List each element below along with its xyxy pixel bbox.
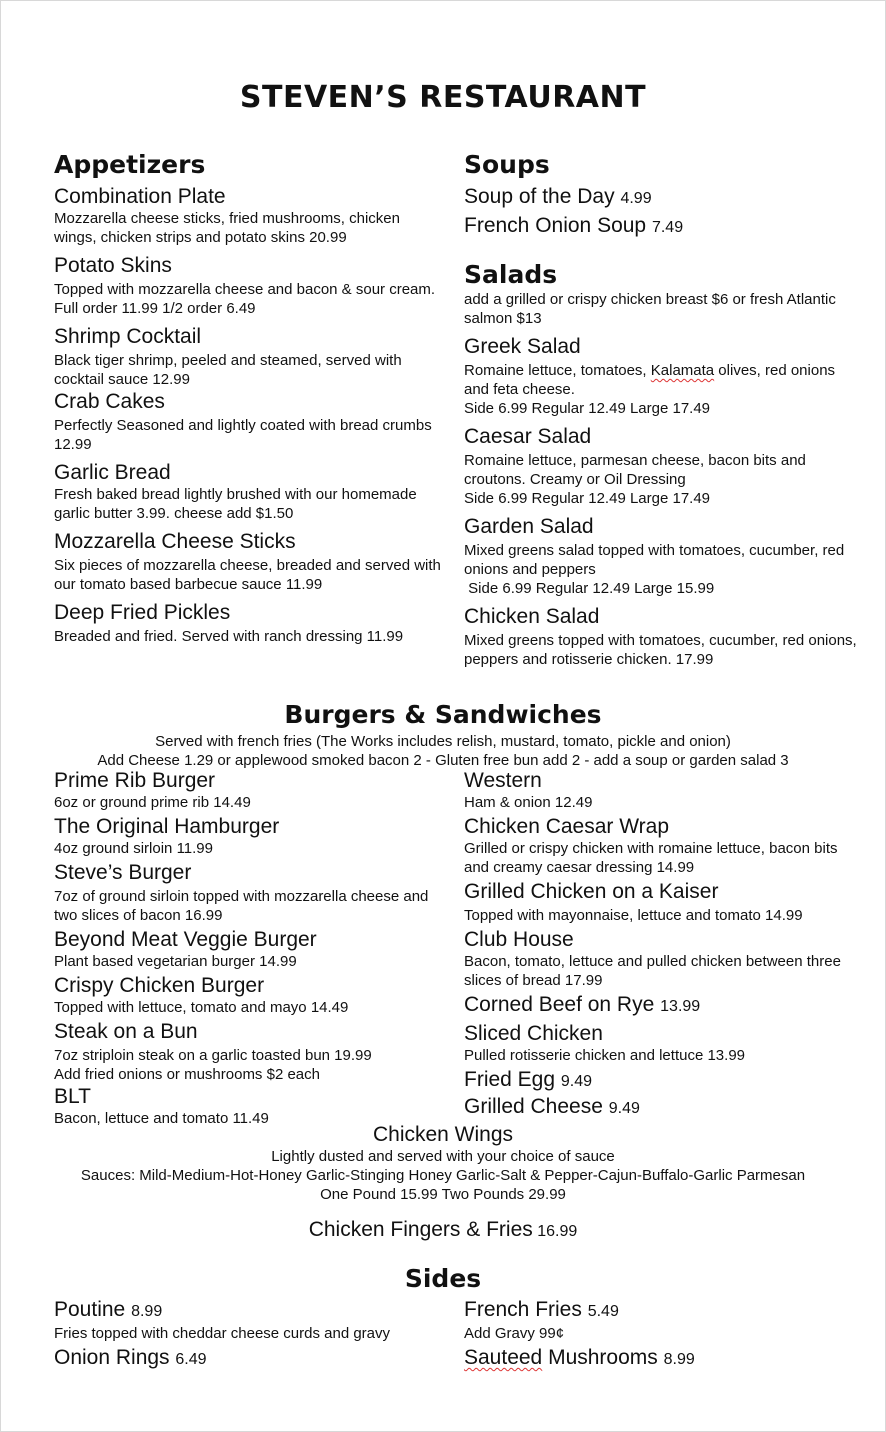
soup-item [464, 184, 864, 211]
menu-item-price: 8.99 [663, 1351, 695, 1368]
sides-right-column [464, 1297, 864, 1372]
menu-item-name: Corned Beef on Rye [464, 993, 655, 1016]
menu-item-price: 9.49 [608, 1100, 640, 1117]
menu-item-desc: Breaded and fried. Served with ranch dressing 11.99 [54, 628, 404, 645]
menu-item-name: Mozzarella Cheese Sticks [54, 530, 296, 553]
soups-heading: Soups [464, 150, 550, 179]
menu-item-desc: 6oz or ground prime rib 14.49 [54, 794, 251, 811]
menu-item [54, 1297, 444, 1324]
menu-item-desc: Add Gravy 99¢ [464, 1325, 565, 1342]
menu-item [464, 1345, 864, 1372]
restaurant-title: STEVEN’S RESTAURANT [239, 80, 647, 115]
menu-item-name: Potato Skins [54, 254, 172, 277]
menu-item-desc: Bacon, lettuce and tomato 11.49 [54, 1110, 269, 1127]
menu-item-price: 8.99 [131, 1303, 163, 1320]
burgers-left-column [54, 768, 444, 1128]
sides-heading: Sides [404, 1264, 482, 1293]
menu-item-desc: Topped with mozzarella cheese and bacon & sour cream. Full order 11.99 1/2 order 6.49 [54, 281, 436, 317]
sides-left-column [54, 1297, 444, 1372]
menu-item-name: Soup of the Day [464, 185, 615, 208]
menu-item-prices: Side 6.99 Regular 12.49 Large 17.49 [464, 400, 711, 417]
burgers-addons: Add Cheese 1.29 or applewood smoked bacon 2 - Gluten free bun add 2 - add a soup or garden salad 3 [97, 752, 789, 769]
menu-item-name: Crispy Chicken Burger [54, 974, 265, 997]
soups-section [464, 150, 864, 240]
menu-item-desc: Bacon, tomato, lettuce and pulled chicken between three slices of bread 17.99 [464, 953, 841, 989]
menu-item-name: Steve’s Burger [54, 861, 192, 884]
menu-item-name: Fried Egg [464, 1068, 556, 1091]
menu-item-prices: Side 6.99 Regular 12.49 Large 15.99 [464, 580, 715, 597]
menu-item [464, 1094, 864, 1121]
wings-heading: Chicken Wings [372, 1123, 514, 1146]
menu-item-name: Shrimp Cocktail [54, 325, 202, 348]
menu-item-addon: Add fried onions or mushrooms $2 each [54, 1066, 320, 1083]
appetizers-heading: Appetizers [54, 150, 206, 179]
menu-item-name: Greek Salad [464, 335, 581, 358]
menu-item-desc: Fresh baked bread lightly brushed with our homemade garlic butter 3.99. cheese add $1.50 [54, 486, 417, 522]
menu-item-price: 6.49 [175, 1351, 207, 1368]
menu-item-name: The Original Hamburger [54, 815, 280, 838]
salads-note: add a grilled or crispy chicken breast $6 or fresh Atlantic salmon $13 [464, 291, 836, 327]
menu-item-price: 16.99 [537, 1223, 578, 1240]
menu-item-desc [464, 361, 864, 399]
burgers-heading: Burgers & Sandwiches [284, 700, 602, 729]
wings-desc: Lightly dusted and served with your choice of sauce [271, 1148, 615, 1165]
menu-item-name: Deep Fried Pickles [54, 601, 231, 624]
burgers-right-column [464, 768, 864, 1121]
menu-item-name: Chicken Fingers & Fries [308, 1218, 533, 1241]
menu-item-name: Chicken Salad [464, 605, 600, 628]
menu-item-desc: Topped with mayonnaise, lettuce and tomato 14.99 [464, 907, 803, 924]
menu-item-name: Combination Plate [54, 185, 226, 208]
menu-item-name: French Onion Soup [464, 214, 647, 237]
menu-item-name: Sliced Chicken [464, 1022, 603, 1045]
menu-item-name: Grilled Chicken on a Kaiser [464, 880, 719, 903]
menu-item-price: 7.49 [651, 219, 684, 236]
menu-item-name: French Fries [464, 1298, 582, 1321]
menu-item-desc: Grilled or crispy chicken with romaine lettuce, bacon bits and creamy caesar dressing 14.99 [464, 840, 838, 876]
menu-item-desc: Topped with lettuce, tomato and mayo 14.49 [54, 999, 349, 1016]
menu-item-name: Onion Rings [54, 1346, 170, 1369]
menu-item [464, 1297, 864, 1324]
menu-item-prices: Side 6.99 Regular 12.49 Large 17.49 [464, 490, 711, 507]
menu-item [54, 1345, 444, 1372]
burgers-subtitle: Served with french fries (The Works includes relish, mustard, tomato, pickle and onion) [155, 733, 731, 750]
menu-item-desc: Mixed greens topped with tomatoes, cucumber, red onions, peppers and rotisserie chicken. 17.99 [464, 632, 857, 668]
wings-sauces: Sauces: Mild-Medium-Hot-Honey Garlic-Stinging Honey Garlic-Salt & Pepper-Cajun-Buffalo-Garlic Parmesan [80, 1167, 806, 1184]
menu-item-price: 9.49 [560, 1073, 593, 1090]
appetizers-section [54, 150, 444, 646]
spellcheck-word: Kalamata [650, 362, 715, 379]
salads-section [464, 260, 864, 669]
menu-item-name: Chicken Caesar Wrap [464, 815, 670, 838]
salads-heading: Salads [464, 260, 558, 289]
menu-item-desc: 7oz striploin steak on a garlic toasted bun 19.99 [54, 1047, 372, 1064]
menu-item-price: 5.49 [587, 1303, 619, 1320]
menu-item-name: Steak on a Bun [54, 1020, 198, 1043]
menu-item-desc: 7oz of ground sirloin topped with mozzarella cheese and two slices of bacon 16.99 [54, 888, 429, 924]
menu-item-price: 13.99 [660, 998, 701, 1015]
menu-item-name: Caesar Salad [464, 425, 592, 448]
burgers-header [0, 700, 886, 770]
soup-item [464, 213, 864, 240]
menu-item-name: Garden Salad [464, 515, 594, 538]
desc-text: Romaine lettuce, tomatoes, [464, 362, 651, 379]
menu-item-desc: Perfectly Seasoned and lightly coated with bread crumbs 12.99 [54, 417, 432, 453]
menu-item [464, 1067, 864, 1094]
fingers-item [0, 1217, 886, 1242]
menu-item-price: 4.99 [620, 190, 652, 207]
menu-item-desc: Romaine lettuce, parmesan cheese, bacon bits and croutons. Creamy or Oil Dressing [464, 452, 806, 488]
spellcheck-word: Sauteed [464, 1346, 543, 1369]
menu-item-desc: Six pieces of mozzarella cheese, breaded and served with our tomato based barbecue sauce 11.99 [54, 557, 441, 593]
menu-item-desc: Black tiger shrimp, peeled and steamed, served with cocktail sauce 12.99 [54, 352, 402, 388]
menu-item-desc: 4oz ground sirloin 11.99 [54, 840, 213, 857]
menu-item-desc: Mixed greens salad topped with tomatoes, cucumber, red onions and peppers [464, 542, 845, 578]
menu-item-desc: Mozzarella cheese sticks, fried mushrooms, chicken wings, chicken strips and potato skins 20.99 [54, 210, 400, 246]
menu-item-name: Grilled Cheese [464, 1095, 603, 1118]
menu-item-name: Club House [464, 928, 574, 951]
wings-prices: One Pound 15.99 Two Pounds 29.99 [320, 1186, 566, 1203]
menu-item-desc: Fries topped with cheddar cheese curds and gravy [54, 1325, 391, 1342]
menu-item-name: Prime Rib Burger [54, 769, 216, 792]
menu-item-desc: Plant based vegetarian burger 14.99 [54, 953, 297, 970]
sides-header [0, 1264, 886, 1294]
menu-item-name: Crab Cakes [54, 390, 165, 413]
menu-item-name: Poutine [54, 1298, 126, 1321]
menu-item-name: Mushrooms [542, 1346, 658, 1369]
menu-item-name: Western [464, 769, 542, 792]
wings-section [0, 1122, 886, 1204]
desc-text: olives, red onions and feta cheese. [464, 362, 836, 398]
menu-item-name: Garlic Bread [54, 461, 171, 484]
menu-item-name: BLT [54, 1085, 91, 1108]
menu-item-desc: Ham & onion 12.49 [464, 794, 593, 811]
menu-item-name: Beyond Meat Veggie Burger [54, 928, 317, 951]
menu-item [464, 992, 864, 1019]
menu-item-desc: Pulled rotisserie chicken and lettuce 13.99 [464, 1047, 746, 1064]
